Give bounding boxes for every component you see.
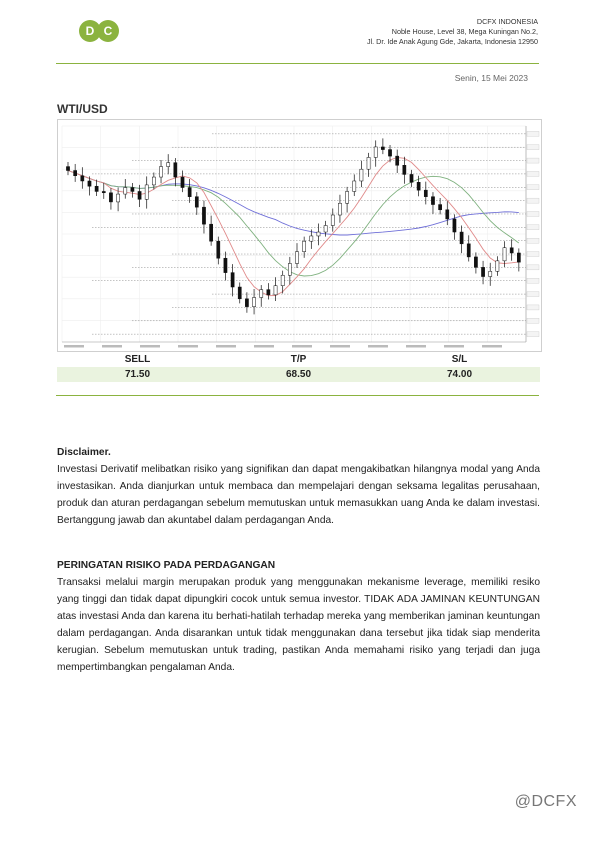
candle-body: [281, 275, 284, 285]
candle-body: [374, 147, 377, 157]
candle-body: [403, 165, 406, 174]
svg-text:D: D: [85, 24, 95, 38]
candle-body: [188, 188, 191, 197]
candle-body: [410, 174, 413, 182]
candle-body: [388, 150, 391, 157]
candle-body: [116, 194, 119, 202]
x-tick-label: [444, 345, 464, 348]
price-level-tag: [527, 305, 539, 310]
candle-body: [260, 290, 263, 298]
company-name: DCFX INDONESIA: [476, 17, 538, 26]
sell-header: SELL: [124, 354, 151, 365]
candle-body: [367, 157, 370, 169]
risk-warning-title: PERINGATAN RISIKO PADA PERDAGANGAN: [57, 560, 276, 571]
candle-body: [231, 273, 234, 287]
candle-body: [510, 248, 513, 253]
candle-body: [217, 241, 220, 258]
price-level-tag: [527, 198, 539, 203]
price-level-tag: [527, 131, 539, 136]
sl-value: 74.00: [446, 369, 473, 380]
candle-body: [131, 188, 134, 192]
price-level-tag: [527, 145, 539, 150]
trade-values-row: [57, 367, 540, 382]
x-tick-label: [330, 345, 350, 348]
candle-body: [489, 271, 492, 276]
candle-body: [324, 225, 327, 232]
disclaimer-body: Investasi Derivatif melibatkan risiko yang signifikan dan dapat mengakibatkan hilangnya modal yang Anda investasikan. Anda dianjurkan untuk membaca dan mempelajari dengan seksama legalitas perusahaan, produk dan aturan perdagangan sebelum memutuskan untuk memasukkan uang Anda ke dalam investasi. Bertanggung jawab dan akuntabel dalam perdagangan Anda.: [57, 464, 540, 526]
candle-body: [252, 297, 255, 306]
candle-body: [453, 219, 456, 232]
candle-body: [439, 205, 442, 210]
candle-body: [431, 197, 434, 205]
candle-body: [474, 257, 477, 267]
price-level-tag: [527, 225, 539, 230]
candle-body: [417, 182, 420, 190]
x-tick-label: [216, 345, 236, 348]
candle-body: [517, 253, 520, 262]
disclaimer-section: [57, 444, 540, 529]
price-level-tag: [527, 332, 539, 337]
risk-warning-section: [57, 557, 540, 676]
candle-body: [381, 147, 384, 150]
candle-body: [424, 190, 427, 197]
risk-warning-body: Transaksi melalui margin merupakan produk yang menggunakan mekanisme leverage, memiliki resiko yang tinggi dan tidak dapat dipungkiri cocok untuk semua investor. TIDAK ADA JAMINAN KEUNTUNGAN atas investasi Anda dan karena itu berhati-hatilah terhadap mereka yang memberikan jaminan keuntungan dalam perdagangan. Anda disarankan untuk tidak menggunakan dana tersebut jika tidak siap menderita kerugian. Sebelum memutuskan untuk trading, pastikan Anda memahami risiko yang terjadi dan juga mempertimbangkan pengalaman Anda.: [57, 577, 540, 673]
candle-body: [88, 181, 91, 186]
candle-body: [74, 171, 77, 176]
price-level-tag: [527, 265, 539, 270]
dcfx-logo: [78, 19, 120, 43]
candle-body: [224, 258, 227, 272]
candle-body: [95, 186, 98, 191]
candle-body: [138, 191, 141, 199]
candle-body: [152, 177, 155, 185]
price-level-tag: [527, 252, 539, 257]
candle-body: [210, 224, 213, 241]
candle-body: [145, 185, 148, 199]
candle-body: [295, 252, 298, 264]
x-tick-label: [368, 345, 388, 348]
candle-body: [396, 156, 399, 165]
price-level-tag: [527, 185, 539, 190]
candle-body: [496, 261, 499, 271]
sl-header: S/L: [451, 354, 468, 365]
candle-body: [460, 232, 463, 244]
candle-body: [81, 176, 84, 181]
candle-body: [245, 299, 248, 307]
tp-value: 68.50: [285, 369, 312, 380]
candle-body: [174, 163, 177, 177]
candle-body: [109, 193, 112, 202]
candle-body: [310, 236, 313, 241]
header-divider: [56, 63, 539, 64]
svg-text:C: C: [103, 24, 113, 38]
price-level-tag: [527, 318, 539, 323]
price-level-tag: [527, 211, 539, 216]
section-divider: [56, 395, 539, 396]
x-tick-label: [178, 345, 198, 348]
candle-body: [102, 191, 105, 192]
candle-body: [167, 163, 170, 167]
candle-body: [360, 169, 363, 181]
candle-body: [317, 232, 320, 236]
price-level-tag: [527, 238, 539, 243]
price-level-tag: [527, 292, 539, 297]
candle-body: [467, 244, 470, 257]
candle-body: [503, 248, 506, 261]
candle-body: [66, 167, 69, 171]
trade-levels-table: [57, 352, 540, 382]
price-level-tag: [527, 278, 539, 283]
company-address-block: [367, 17, 538, 47]
x-tick-label: [64, 345, 84, 348]
candle-body: [303, 241, 306, 251]
sell-value: 71.50: [124, 369, 151, 380]
candle-body: [124, 188, 127, 195]
trade-headers-row: [57, 352, 540, 367]
disclaimer-title: Disclaimer.: [57, 447, 111, 458]
candle-body: [159, 167, 162, 177]
symbol-title: WTI/USD: [57, 102, 108, 116]
candle-body: [481, 267, 484, 276]
x-tick-label: [292, 345, 312, 348]
x-tick-label: [140, 345, 160, 348]
x-tick-label: [102, 345, 122, 348]
tp-header: T/P: [290, 354, 307, 365]
candle-body: [338, 203, 341, 215]
candle-body: [195, 197, 198, 207]
address-line-1: Noble House, Level 38, Mega Kuningan No.2,: [391, 27, 538, 36]
candle-body: [202, 207, 205, 224]
candle-body: [267, 290, 270, 295]
price-chart: [57, 119, 542, 352]
price-level-tag: [527, 171, 539, 176]
candle-body: [331, 215, 334, 225]
candle-body: [446, 210, 449, 219]
x-tick-label: [482, 345, 502, 348]
x-tick-label: [254, 345, 274, 348]
candle-body: [274, 286, 277, 295]
price-level-tag: [527, 158, 539, 163]
watermark: @DCFX: [514, 793, 577, 810]
moving-average-mid: [68, 171, 519, 277]
candle-body: [353, 181, 356, 191]
x-tick-label: [406, 345, 426, 348]
address-line-2: Jl. Dr. Ide Anak Agung Gde, Jakarta, Indonesia 12950: [366, 37, 538, 46]
price-chart-svg: [58, 120, 541, 351]
moving-average-fast: [68, 157, 519, 295]
candle-body: [238, 287, 241, 299]
candle-body: [345, 191, 348, 203]
candle-body: [181, 177, 184, 187]
moving-average-slow: [68, 171, 519, 236]
candle-body: [288, 263, 291, 275]
report-date: Senin, 15 Mei 2023: [454, 73, 528, 83]
